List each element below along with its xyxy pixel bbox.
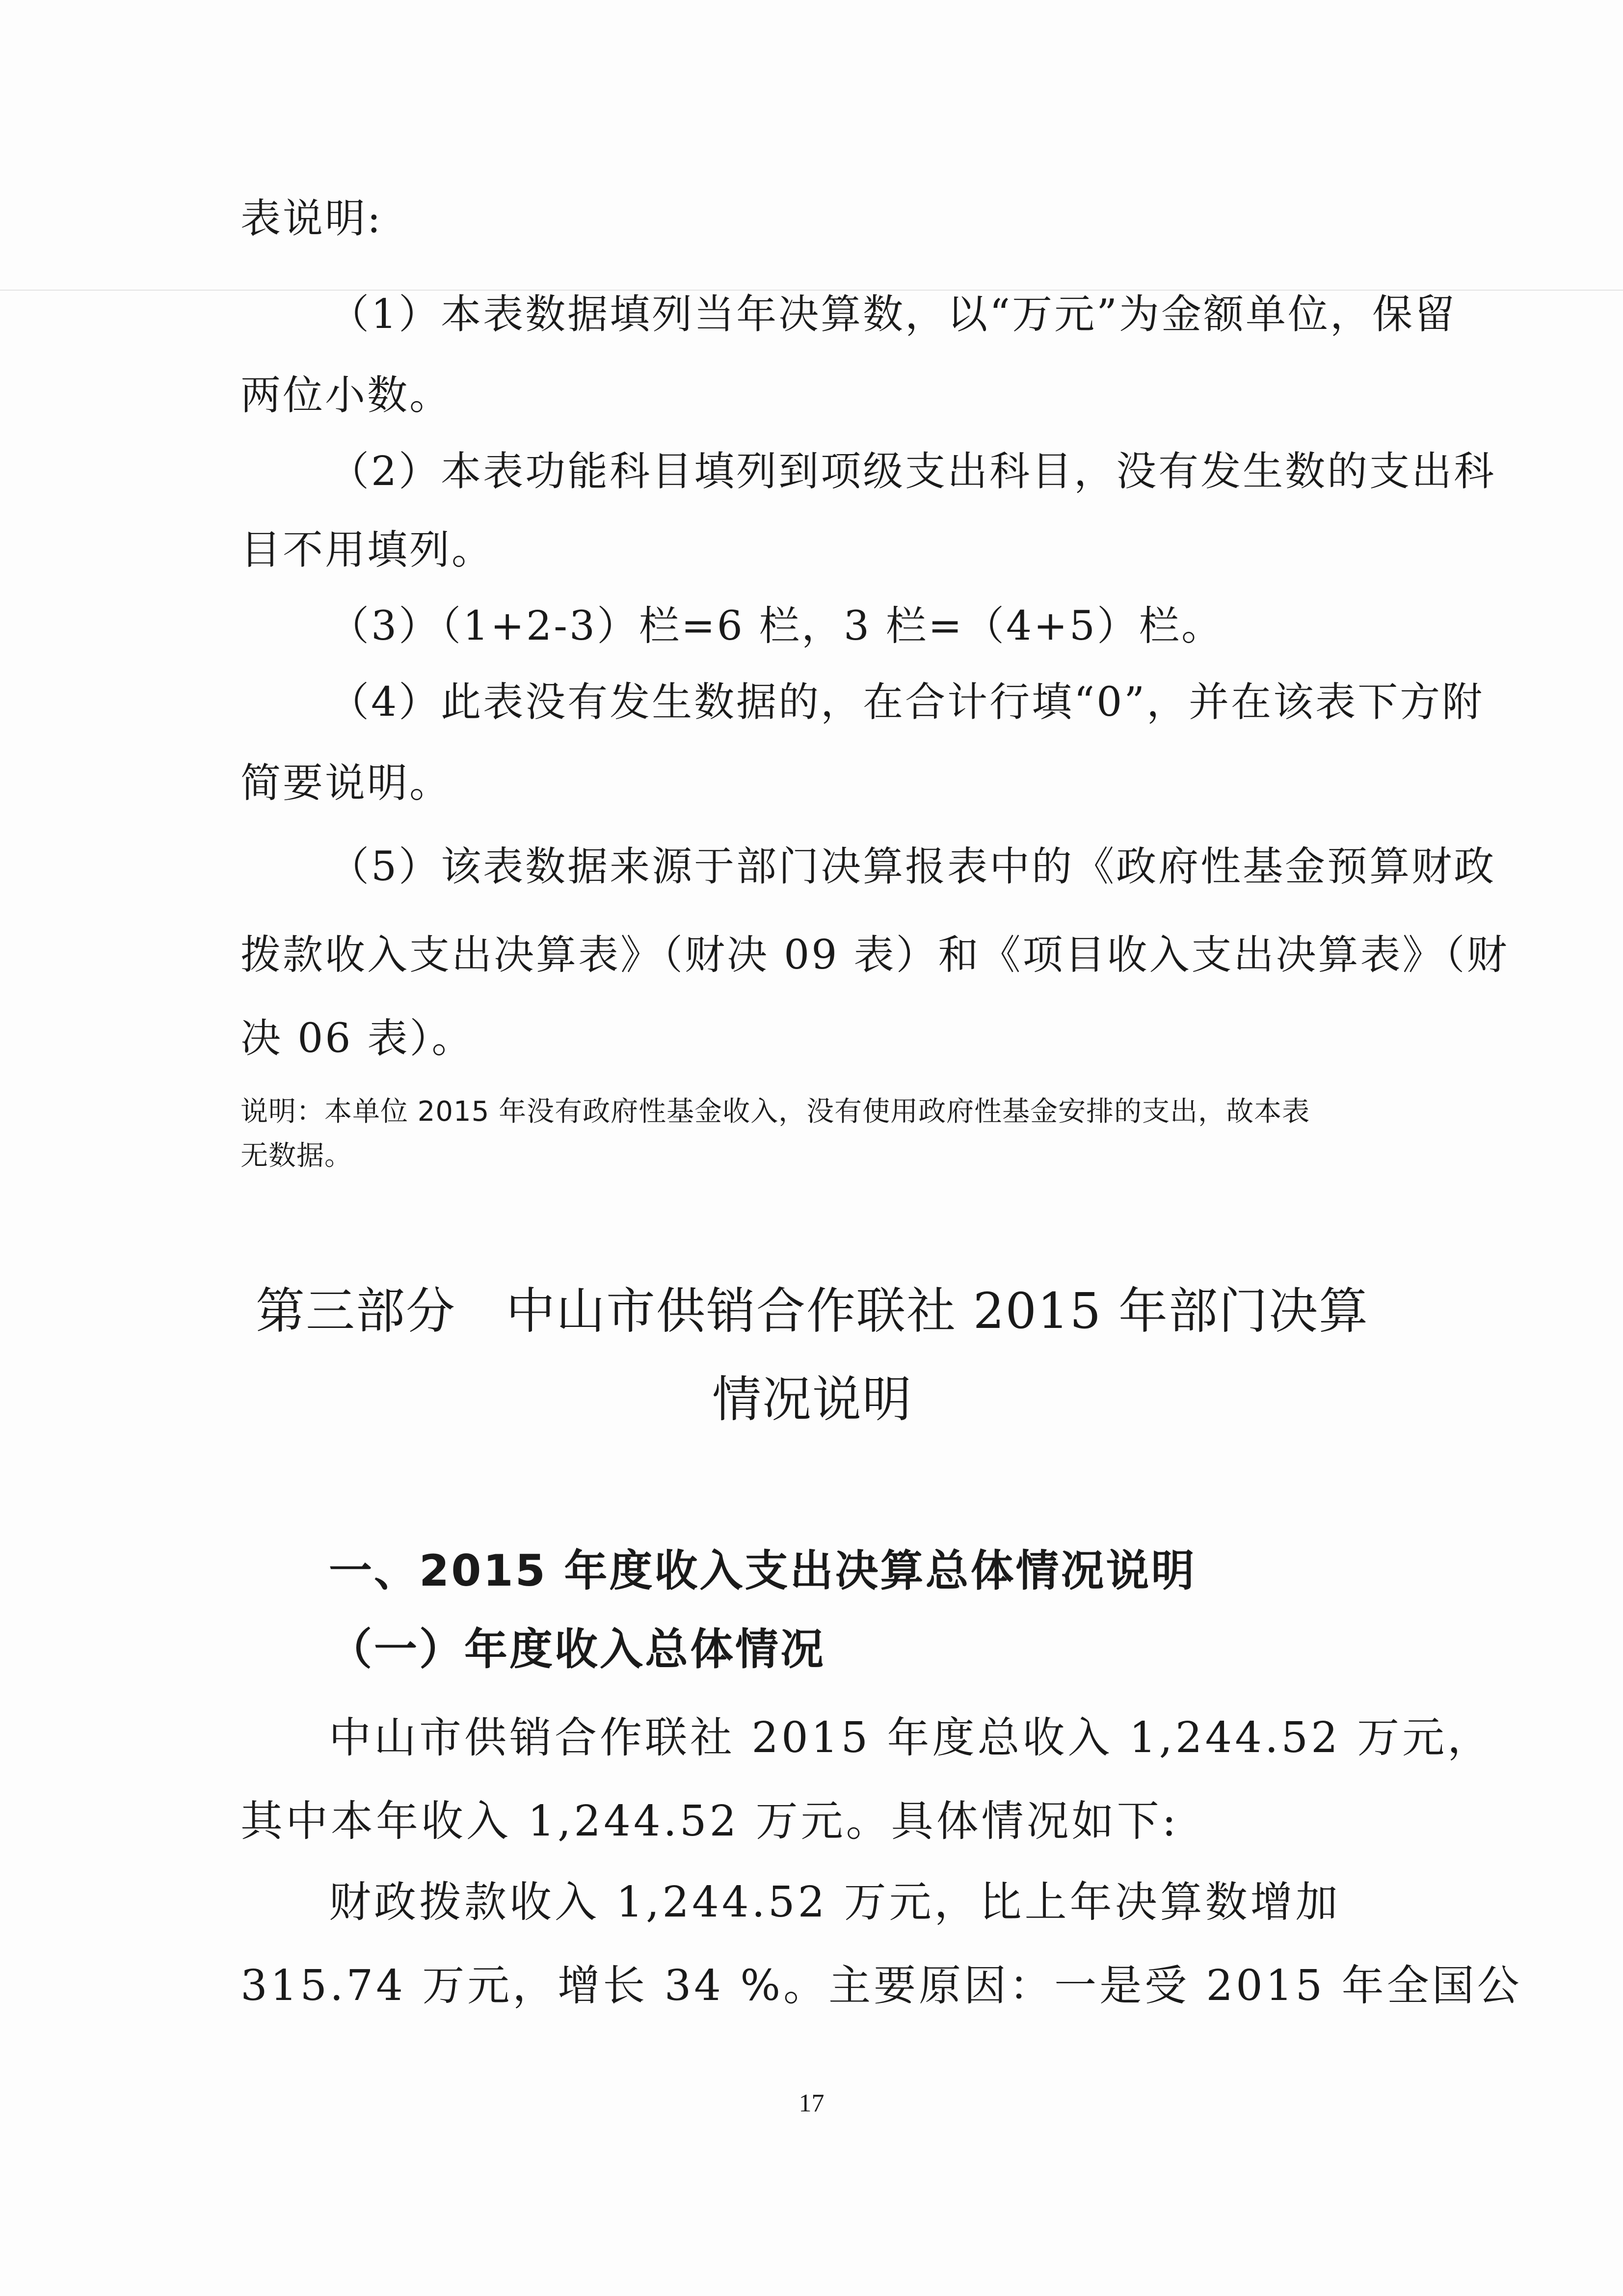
note-1-line-1: （1）本表数据填列当年决算数，以“万元”为金额单位，保留 — [329, 291, 1457, 338]
note-5-line-3: 决 06 表）。 — [240, 1015, 474, 1062]
note-2-line-1: （2）本表功能科目填列到项级支出科目，没有发生数的支出科 — [329, 448, 1496, 495]
section-heading: 一、2015 年度收入支出决算总体情况说明 — [329, 1545, 1197, 1596]
note-4-line-1: （4）此表没有发生数据的，在合计行填“0”，并在该表下方附 — [329, 679, 1485, 726]
paragraph-2-line-1: 财政拨款收入 1,244.52 万元，比上年决算数增加 — [329, 1878, 1341, 1927]
paragraph-1-line-1: 中山市供销合作联社 2015 年度总收入 1,244.52 万元， — [329, 1713, 1493, 1762]
section-subheading: （一）年度收入总体情况 — [329, 1624, 826, 1675]
paragraph-1-line-2: 其中本年收入 1,244.52 万元。具体情况如下: — [240, 1797, 1179, 1846]
note-4-line-2: 简要说明。 — [240, 760, 452, 807]
note-5-line-1: （5）该表数据来源于部门决算报表中的《政府性基金预算财政 — [329, 843, 1496, 890]
explanation-line-1: 说明：本单位 2015 年没有政府性基金收入，没有使用政府性基金安排的支出，故本表 — [240, 1096, 1310, 1128]
part-title-line-1: 第三部分 中山市供销合作联社 2015 年部门决算 — [255, 1282, 1369, 1340]
explanation-line-2: 无数据。 — [240, 1140, 352, 1172]
note-1-line-2: 两位小数。 — [240, 372, 452, 419]
note-2-line-2: 目不用填列。 — [240, 527, 494, 573]
note-5-line-2: 拨款收入支出决算表》（财决 09 表）和《项目收入支出决算表》（财 — [240, 932, 1509, 978]
table-notes-heading: 表说明: — [240, 195, 383, 242]
paragraph-2-line-2: 315.74 万元，增长 34 %。主要原因：一是受 2015 年全国公 — [240, 1961, 1522, 2010]
part-title-line-2: 情况说明 — [712, 1371, 912, 1428]
page-number: 17 — [798, 2089, 825, 2117]
note-3-line-1: （3）（1+2-3）栏=6 栏，3 栏=（4+5）栏。 — [329, 603, 1224, 649]
